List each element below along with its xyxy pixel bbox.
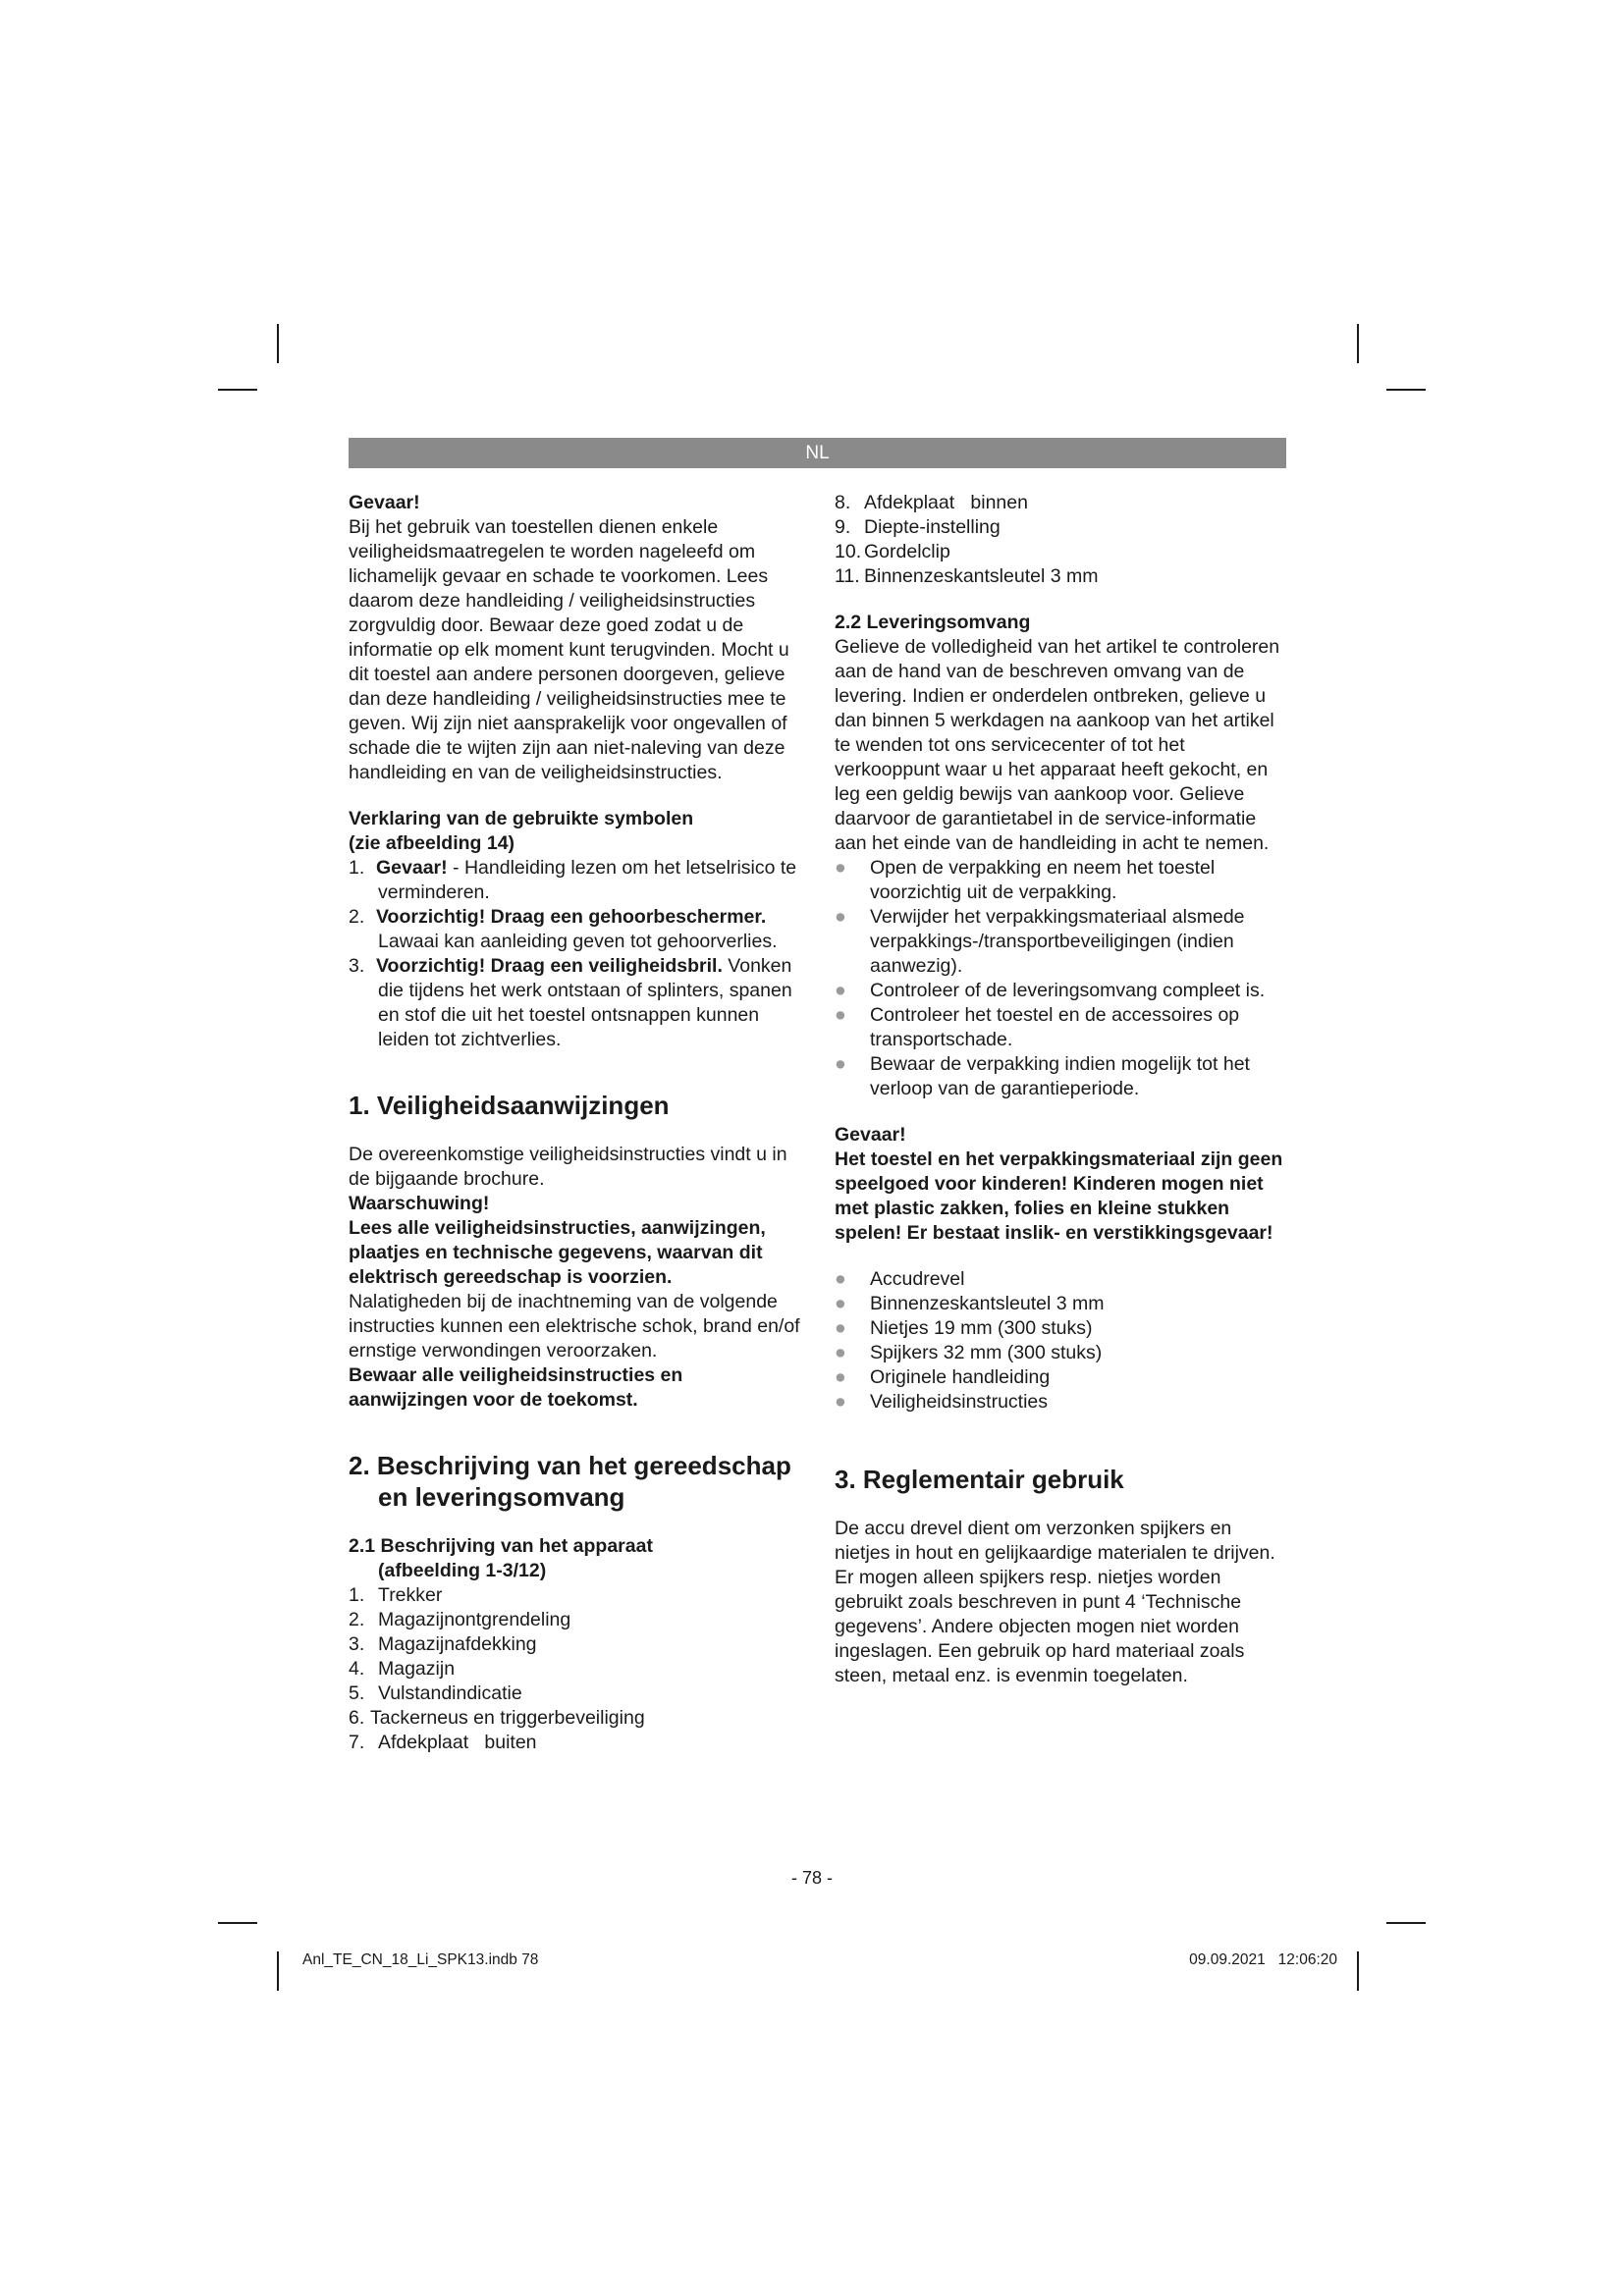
step-list-item: ● Bewaar de verpakking indien mogelijk tot het verloop van de garantieperiode. [835,1053,1250,1099]
danger-text: Bij het gebruik van toestellen dienen enkele veiligheidsmaatregelen te worden nageleefd om lichamelijk gevaar en schade te voorkomen. Lees daarom deze handleiding / veiligheidsinstructies zorgvuldig door. Bewaar deze goed zodat u de informatie op elk moment kunt terugvinden. Mocht u dit toestel aan andere personen doorgeven, gelieve dan deze handleiding / veiligheidsinstructies mee te geven. Wij zijn niet aansprakelijk voor ongevallen of schade die te wijten zijn aan niet-naleving van deze handleiding en van de veiligheidsinstructies. [349,516,789,783]
part-list-item: 4. Magazijn [349,1658,456,1680]
section-2-2-heading: 2.2 Leveringsomvang [835,612,1031,633]
symbols-title: Verklaring van de gebruikte symbolen [349,808,694,829]
crop-mark [218,389,257,391]
section-3-heading: 3. Reglementair gebruik [835,1465,1124,1494]
crop-mark [1357,1951,1359,1991]
part-list-item: 2. Magazijnontgrendeling [349,1609,571,1630]
section-2-heading: 2. Beschrijving van het gereedschap en leveringsomvang [349,1451,791,1512]
part-list-item: 5. Vulstandindicatie [349,1682,522,1704]
danger-2-text: Het toestel en het verpakkingsmateriaal zijn geen speelgoed voor kinderen! Kinderen mogen niet met plastic zakken, folies en kleine stukken spelen! Er bestaat inslik- en verstikkingsgevaar! [835,1148,1283,1244]
part-list-item: 11. Binnenzeskantsleutel 3 mm [835,565,1099,587]
part-list-item: 7. Afdekplaat buiten [349,1732,537,1753]
crop-mark [1357,324,1359,363]
section-2-1-subheading: (afbeelding 1-3/12) [378,1560,547,1581]
part-list-item: 6. Tackerneus en triggerbeveiliging [349,1707,645,1729]
crop-mark [277,1951,279,1991]
section-1-heading: 1. Veiligheidsaanwijzingen [349,1091,670,1120]
crop-mark [1386,1922,1426,1924]
warning-title: Waarschuwing! [349,1193,490,1214]
danger-title: Gevaar! [349,492,420,513]
symbols-subtitle: (zie afbeelding 14) [349,832,515,854]
footer-datetime: 09.09.2021 12:06:20 [1189,1951,1337,1968]
contents-list-item: ● Nietjes 19 mm (300 stuks) [835,1317,1093,1339]
right-column [835,491,1288,1688]
step-list-item: ● Open de verpakking en neem het toestel voorzichtig uit de verpakking. [835,857,1216,903]
warning-bold-text-2: Bewaar alle veiligheidsinstructies en aanwijzingen voor de toekomst. [349,1364,683,1411]
crop-mark [1386,389,1426,391]
contents-list-item: ● Binnenzeskantsleutel 3 mm [835,1293,1105,1314]
crop-mark [218,1922,257,1924]
symbol-item: 3. Voorzichtig! Draag een veiligheidsbril. Vonken die tijdens het werk ontstaan of splinters, spanen en stof die uit het toestel ontsnappen kunnen leiden tot zichtverlies. [349,955,792,1050]
contents-list-item: ● Spijkers 32 mm (300 stuks) [835,1342,1103,1363]
section-1-intro: De overeenkomstige veiligheidsinstructies vindt u in de bijgaande brochure. [349,1144,787,1190]
crop-mark [277,324,279,363]
step-list-item: ● Verwijder het verpakkingsmateriaal alsmede verpakkings-/transportbeveiligingen (indien aanwezig). [835,906,1245,977]
contents-list-item: ● Accudrevel [835,1268,965,1290]
section-2-1-heading: 2.1 Beschrijving van het apparaat [349,1535,653,1557]
contents-list-item: ● Originele handleiding [835,1366,1051,1388]
contents-list-item: ● Veiligheidsinstructies [835,1391,1049,1413]
part-list-item: 1. Trekker [349,1584,443,1606]
step-list-item: ● Controleer het toestel en de accessoires op transportschade. [835,1004,1240,1050]
danger-2-title: Gevaar! [835,1124,906,1146]
page-number: - 78 - [790,1868,833,1888]
language-header-bar: NL [349,438,1286,468]
section-2-2-text: Gelieve de volledigheid van het artikel te controleren aan de hand van de beschreven omvang van de levering. Indien er onderdelen ontbreken, gelieve u dan binnen 5 werkdagen na aankoop van het artikel te wenden tot ons servicecenter of tot het verkooppunt waar u het apparaat heeft gekocht, en leg een geldig bewijs van aankoop voor. Gelieve daarvoor de garantietabel in de service-informatie aan het einde van de handleiding in acht te nemen. [835,636,1280,854]
part-list-item: 3. Magazijnafdekking [349,1633,537,1655]
left-column [349,491,800,1755]
symbol-item: 2. Voorzichtig! Draag een gehoorbeschermer. Lawaai kan aanleiding geven tot gehoorverlies. [349,906,778,952]
part-list-item: 8. Afdekplaat binnen [835,492,1028,513]
part-list-item: 10. Gordelclip [835,541,950,562]
step-list-item: ● Controleer of de leveringsomvang compleet is. [835,980,1266,1001]
warning-bold-text: Lees alle veiligheidsinstructies, aanwijzingen, plaatjes en technische gegevens, waarvan dit elektrisch gereedschap is voorzien. [349,1217,766,1288]
footer-filename: Anl_TE_CN_18_Li_SPK13.indb 78 [302,1951,539,1968]
section-3-text: De accu drevel dient om verzonken spijkers en nietjes in hout en gelijkaardige materialen te drijven. Er mogen alleen spijkers resp. nietjes worden gebruikt zoals beschreven in punt 4 ‘Technische gegevens’. Andere objecten mogen niet worden ingeslagen. Een gebruik op hard materiaal zoals steen, metaal enz. is evenmin toegelaten. [835,1518,1275,1686]
part-list-item: 9. Diepte-instelling [835,516,1001,538]
symbol-item: 1. Gevaar! - Handleiding lezen om het letselrisico te verminderen. [349,857,797,903]
warning-text: Nalatigheden bij de inachtneming van de volgende instructies kunnen een elektrische schok, brand en/of ernstige verwondingen veroorzaken. [349,1291,800,1362]
